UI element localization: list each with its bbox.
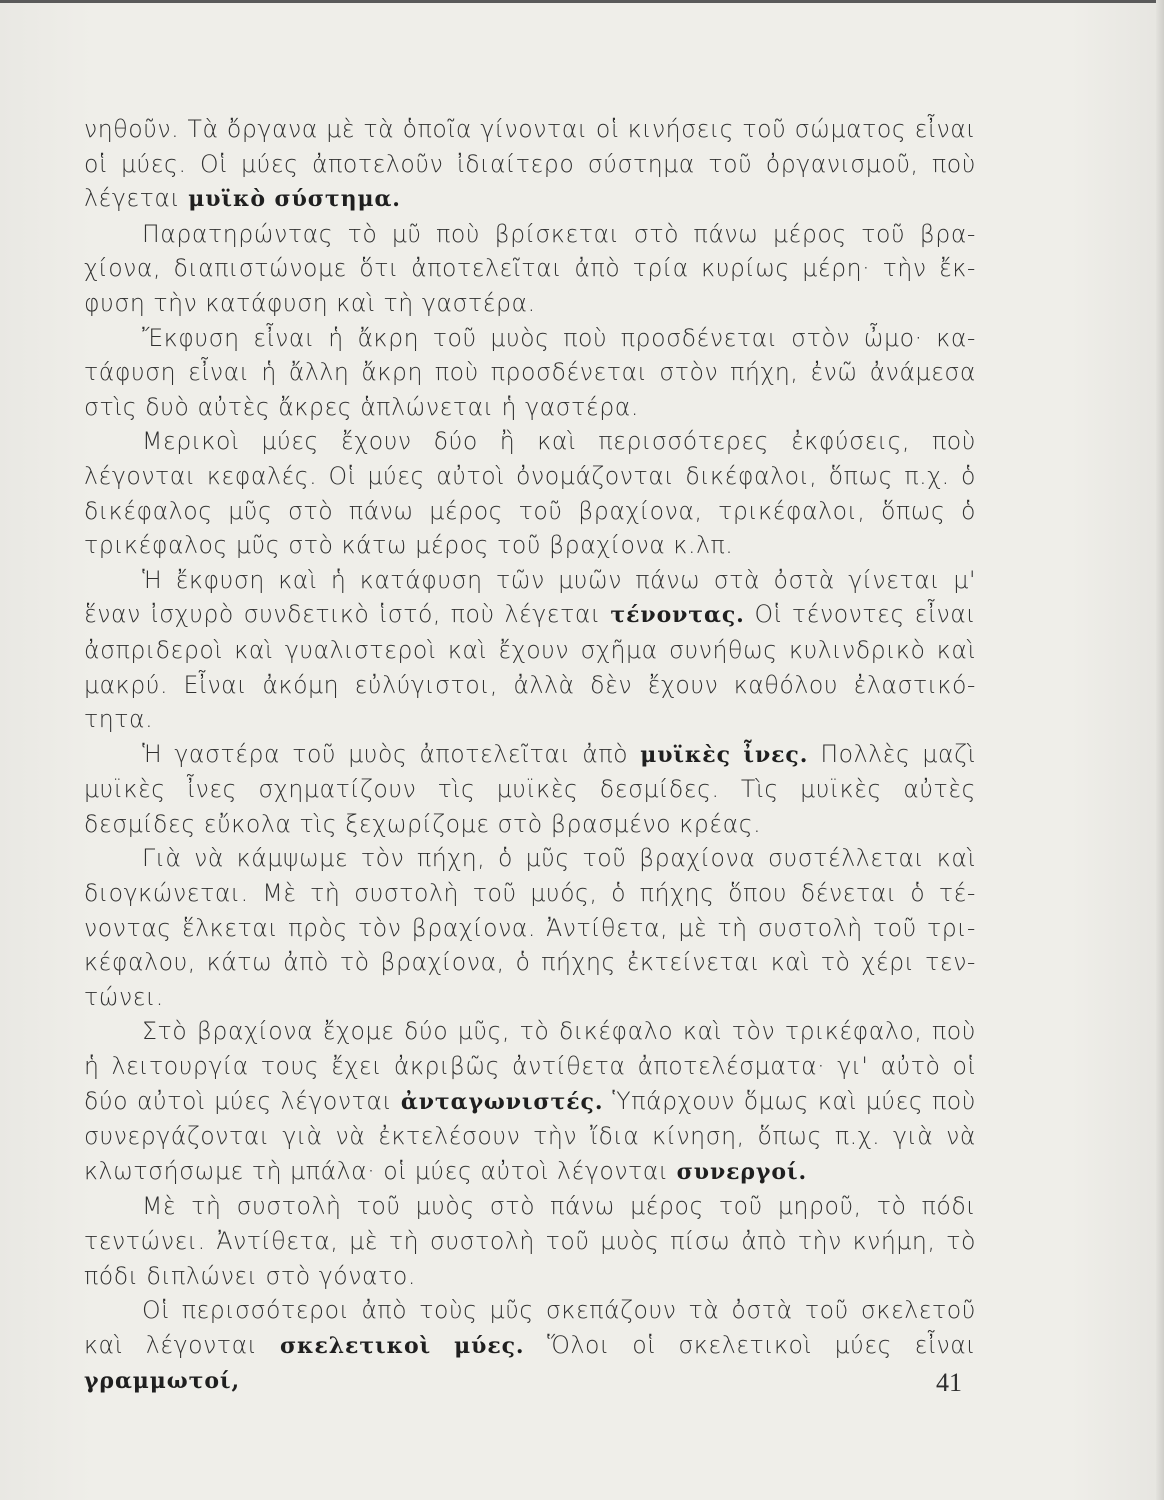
page-right-edge (1156, 0, 1164, 1500)
paragraph (84, 112, 976, 217)
text-run: Μὲ τὴ συστολὴ τοῦ μυὸς στὸ πάνω μέρος τοῦ μηροῦ, τὸ πόδι τεντώνει. Ἀντίθετα, μὲ τὴ συστολὴ τοῦ μυὸς πίσω ἀπὸ τὴν κνήμη, τὸ πόδι διπλώνει στὸ γόνατο. (84, 1192, 976, 1290)
paragraph (84, 217, 976, 321)
page-top-edge (0, 0, 1164, 3)
text-run: Ὅλοι οἱ σκελετικοὶ μύες εἶναι (524, 1330, 976, 1359)
paragraph (84, 1293, 976, 1399)
page-number: 41 (936, 1368, 962, 1397)
bold-term: συνεργοί. (676, 1158, 808, 1185)
bold-term: ἀνταγωνιστές. (400, 1088, 604, 1115)
text-run: Πολλὲς μαζὶ μυϊκὲς ἶνες σχηματίζουν τὶς μυϊκὲς δεσμίδες. Τὶς μυϊκὲς αὐτὲς δεσμίδες εὔκολα τὶς ξεχωρίζομε στὸ βρασμένο κρέας. (84, 739, 976, 838)
body-text (84, 112, 976, 1399)
text-run: Μερικοὶ μύες ἔχουν δύο ἢ καὶ περισσότερες ἐκφύσεις, ποὺ λέγονται κεφαλές. Οἱ μύες αὐτοὶ ὀνομάζονται δικέφαλοι, ὅπως π.χ. ὁ δικέφαλος μῦς στὸ πάνω μέρος τοῦ βραχίονα, τρικέφαλοι, ὅπως ὁ τρικέφαλος μῦς στὸ κάτω μέρος τοῦ βραχίονα κ.λπ. (84, 427, 976, 560)
bold-term: μυϊκὸ σύστημα. (188, 186, 401, 213)
bold-term: γραμμωτοί, (84, 1368, 241, 1395)
text-run: Οἱ περισσότεροι ἀπὸ τοὺς μῦς σκεπάζουν τὰ ὀστὰ τοῦ σκελετοῦ καὶ λέγονται (84, 1296, 976, 1359)
bold-term: μυϊκὲς ἶνες. (640, 741, 809, 768)
bold-term: σκελετικοὶ μύες. (279, 1332, 525, 1359)
paragraph (84, 1014, 976, 1189)
paragraph (84, 1189, 976, 1293)
text-run: Ἡ γαστέρα τοῦ μυὸς ἀποτελεῖται ἀπὸ (142, 739, 641, 768)
text-run: Ἔκφυση εἶναι ἡ ἄκρη τοῦ μυὸς ποὺ προσδένεται στὸν ὦμο· κα-τάφυση εἶναι ἡ ἄλλη ἄκρη ποὺ προσδένεται στὸν πήχη, ἐνῶ ἀνάμεσα στὶς δυὸ αὐτὲς ἄκρες ἁπλώνεται ἡ γαστέρα. (84, 323, 976, 421)
text-run: Οἱ τένοντες εἶναι ἀσπριδεροὶ καὶ γυαλιστεροὶ καὶ ἔχουν σχῆμα συνήθως κυλινδρικὸ καὶ μακρύ. Εἶναι ἀκόμη εὐλύγιστοι, ἀλλὰ δὲν ἔχουν καθόλου ἐλαστικό-τητα. (84, 600, 976, 734)
text-run: Ὑπάρχουν ὅμως καὶ μύες ποὺ συνεργάζονται γιὰ νὰ ἐκτελέσουν τὴν ἴδια κίνηση, ὅπως π.χ. γιὰ νὰ κλωτσήσωμε τὴ μπάλα· οἱ μύες αὐτοὶ λέγονται (84, 1086, 976, 1185)
paragraph (84, 737, 976, 842)
text-run: Παρατηρώντας τὸ μῦ ποὺ βρίσκεται στὸ πάνω μέρος τοῦ βρα-χίονα, διαπιστώνομε ὅτι ἀποτελεῖται ἀπὸ τρία κυρίως μέρη· τὴν ἔκ-φυση τὴν κατάφυση καὶ τὴ γαστέρα. (84, 219, 976, 317)
text-run: Γιὰ νὰ κάμψωμε τὸν πήχη, ὁ μῦς τοῦ βραχίονα συστέλλεται καὶ διογκώνεται. Μὲ τὴ συστολὴ τοῦ μυός, ὁ πήχης ὅπου δένεται ὁ τέ-νοντας ἕλκεται πρὸς τὸν βραχίονα. Ἀντίθετα, μὲ τὴ συστολὴ τοῦ τρι-κέφαλου, κάτω ἀπὸ τὸ βραχίονα, ὁ πήχης ἐκτείνεται καὶ τὸ χέρι τεν-τώνει. (84, 844, 976, 1011)
paragraph (84, 563, 976, 737)
text-run: νηθοῦν. Τὰ ὄργανα μὲ τὰ ὁποῖα γίνονται οἱ κινήσεις τοῦ σώματος εἶναι οἱ μύες. Οἱ μύες ἀποτελοῦν ἰδιαίτερο σύστημα τοῦ ὀργανισμοῦ, ποὺ λέγεται (84, 115, 976, 213)
paragraph (84, 321, 976, 425)
paragraph (84, 424, 976, 562)
text-run: Στὸ βραχίονα ἔχομε δύο μῦς, τὸ δικέφαλο καὶ τὸν τρικέφαλο, ποὺ ἡ λειτουργία τους ἔχει ἀκριβῶς ἀντίθετα ἀποτελέσματα· γι' αὐτὸ οἱ δύο αὐτοὶ μύες λέγονται (84, 1017, 976, 1115)
bold-term: τένοντας. (610, 602, 745, 629)
paragraph (84, 841, 976, 1014)
text-run: Ἡ ἔκφυση καὶ ἡ κατάφυση τῶν μυῶν πάνω στὰ ὀστὰ γίνεται μ' ἕναν ἰσχυρὸ συνδετικὸ ἱστό, ποὺ λέγεται (84, 565, 976, 629)
